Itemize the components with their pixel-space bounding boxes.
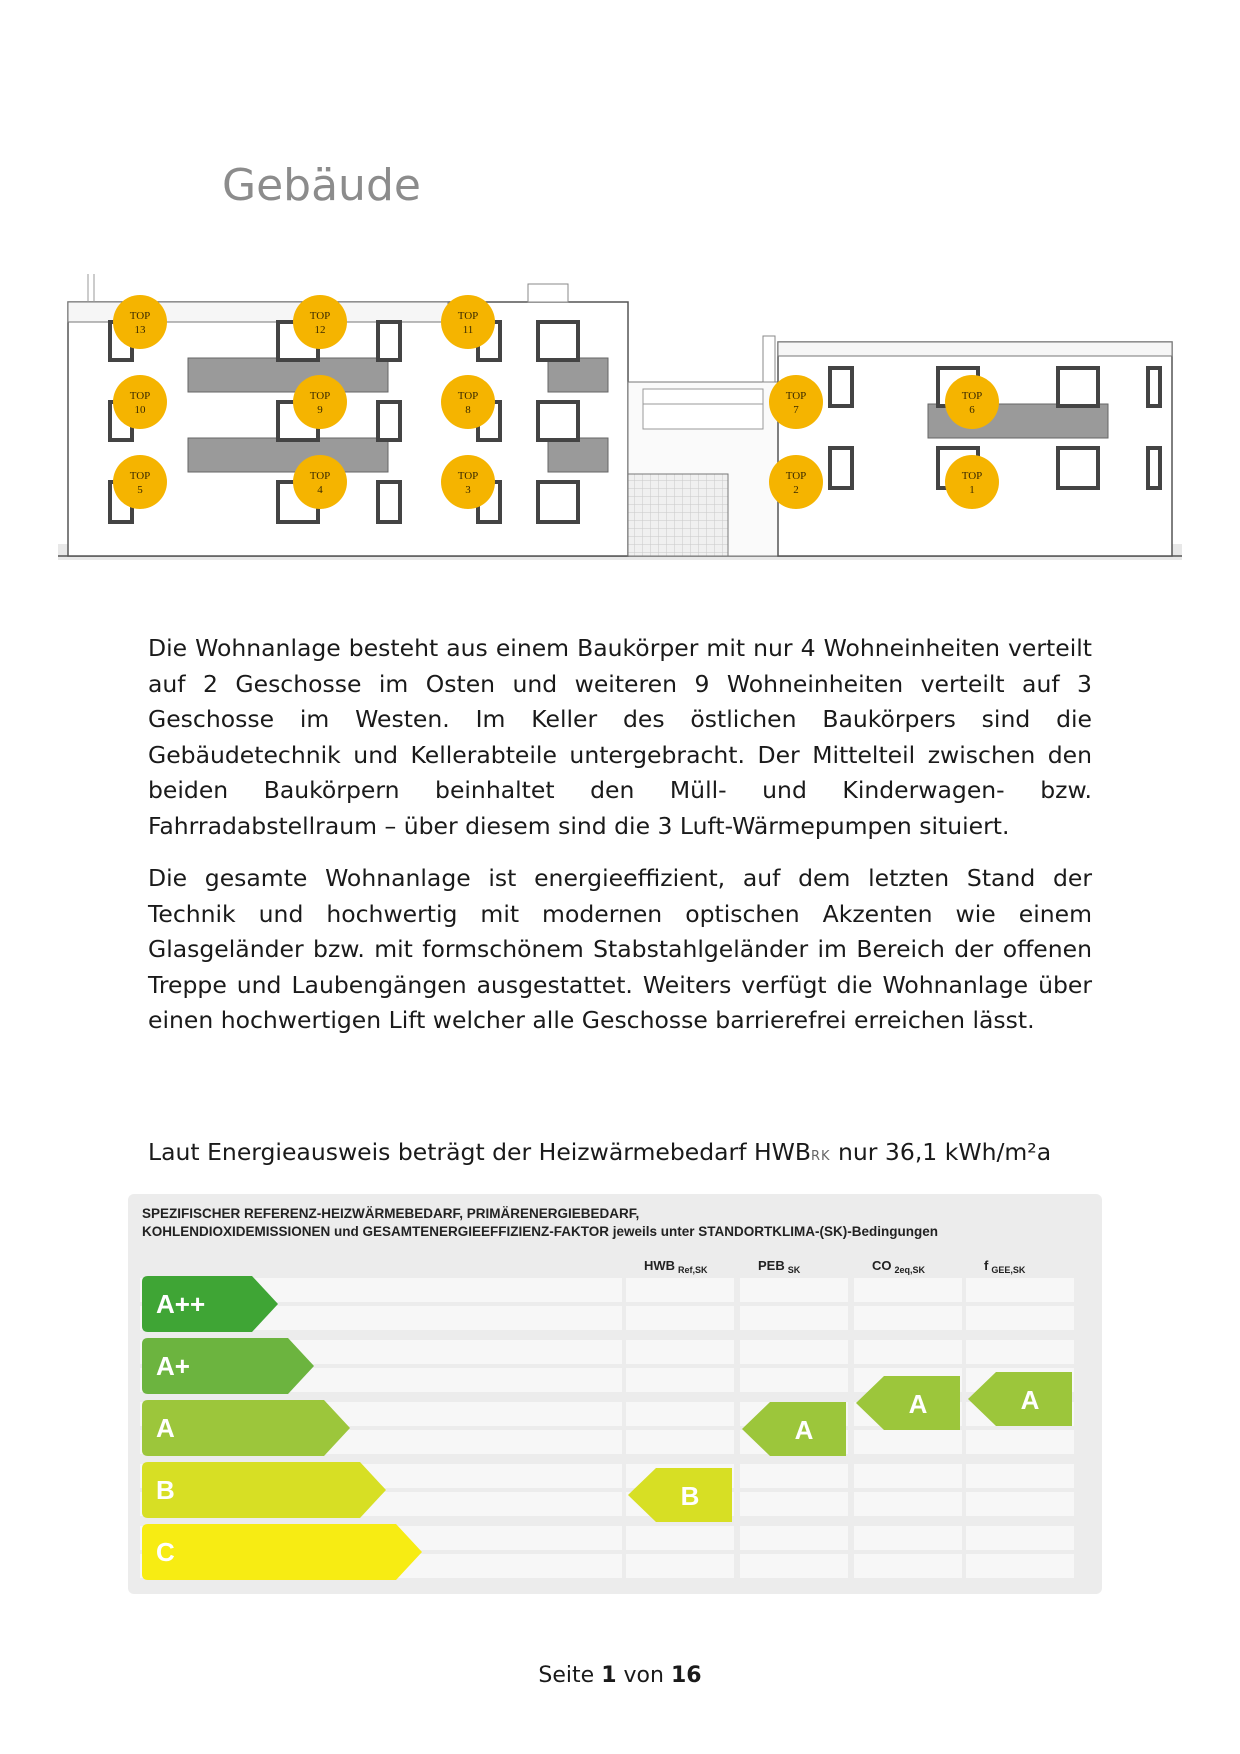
unit-marker-number: 8 xyxy=(465,404,471,416)
unit-marker-label: TOP xyxy=(961,470,983,482)
unit-marker-top-4 xyxy=(293,455,347,509)
unit-marker-top-7 xyxy=(769,375,823,429)
rating-arrow-label: A xyxy=(794,1415,814,1445)
column-header-main: HWB xyxy=(644,1258,676,1273)
energy-class-b xyxy=(142,1462,386,1518)
unit-marker-top-5 xyxy=(113,455,167,509)
hwb-prefix: Laut Energieausweis beträgt der Heizwärmebedarf HWB xyxy=(148,1138,811,1166)
rating-arrow-label: B xyxy=(680,1481,700,1511)
unit-marker-top-13 xyxy=(113,295,167,349)
energy-class-label: B xyxy=(156,1475,175,1505)
energy-class-c xyxy=(142,1524,422,1580)
footer-prefix: Seite xyxy=(538,1663,602,1688)
unit-marker-label: TOP xyxy=(309,310,331,322)
table-header-line-2: KOHLENDIOXIDEMISSIONEN und GESAMTENERGIEEFFIZIENZ-FAKTOR jeweils unter STANDORTKLIMA-(SK)-Bedingungen xyxy=(142,1224,939,1239)
page-title: Gebäude xyxy=(222,160,421,211)
energy-class-label: A xyxy=(156,1413,175,1443)
unit-marker-label: TOP xyxy=(961,390,983,402)
column-header-sub: 2eq,SK xyxy=(894,1265,926,1275)
table-header-line-1: SPEZIFISCHER REFERENZ-HEIZWÄRMEBEDARF, PRIMÄRENERGIEBEDARF, xyxy=(142,1206,640,1221)
column-header-main: f xyxy=(984,1258,989,1273)
unit-marker-label: TOP xyxy=(785,470,807,482)
unit-marker-number: 13 xyxy=(134,324,146,336)
unit-marker-number: 6 xyxy=(969,404,975,416)
unit-marker-label: TOP xyxy=(785,390,807,402)
hwb-suffix: nur 36,1 kWh/m²a xyxy=(830,1138,1052,1166)
unit-marker-top-8 xyxy=(441,375,495,429)
unit-marker-number: 2 xyxy=(793,484,799,496)
unit-marker-label: TOP xyxy=(309,470,331,482)
unit-marker-top-10 xyxy=(113,375,167,429)
description-paragraph-2: Die gesamte Wohnanlage ist energieeffizient, auf dem letzten Stand der Technik und hochwertig mit modernen optischen Akzenten wie einem Glasgeländer bzw. mit formschönem Stabstahlgeländer im Bereich der offenen Treppe und Laubengängen ausgestattet. Weiters verfügt die Wohnanlage über einen hochwertigen Lift welcher alle Geschosse barrierefrei erreichen lässt. xyxy=(148,864,1092,1034)
unit-marker-label: TOP xyxy=(309,390,331,402)
unit-marker-top-11 xyxy=(441,295,495,349)
hwb-subscript: RK xyxy=(810,1149,831,1164)
column-header-sub: GEE,SK xyxy=(991,1265,1026,1275)
unit-marker-number: 7 xyxy=(793,404,799,416)
rating-arrow-label: A xyxy=(908,1389,928,1419)
energy-class-aplus xyxy=(142,1338,314,1394)
unit-marker-label: TOP xyxy=(457,470,479,482)
energy-class-label: A+ xyxy=(156,1351,190,1381)
unit-marker-label: TOP xyxy=(129,470,151,482)
rating-arrow-label: A xyxy=(1020,1385,1040,1415)
unit-marker-number: 9 xyxy=(317,404,323,416)
column-header-sub: Ref,SK xyxy=(678,1265,708,1275)
unit-marker-label: TOP xyxy=(129,390,151,402)
footer-total-pages: 16 xyxy=(670,1663,702,1688)
description-paragraph-1: Die Wohnanlage besteht aus einem Baukörper mit nur 4 Wohneinheiten verteilt auf 2 Geschosse im Osten und weiteren 9 Wohneinheiten verteilt auf 3 Geschosse im Westen. Im Keller des östlichen Baukörpers sind die Gebäudetechnik und Kellerabteile untergebracht. Der Mittelteil zwischen den beiden Baukörpern beinhaltet den Müll- und Kinderwagen- bzw. Fahrradabstellraum – über diesem sind die 3 Luft-Wärmepumpen situiert. xyxy=(148,634,1092,840)
unit-marker-top-6 xyxy=(945,375,999,429)
unit-marker-number: 4 xyxy=(317,484,323,496)
footer-current-page: 1 xyxy=(601,1663,617,1688)
column-header-main: PEB xyxy=(758,1258,785,1273)
unit-marker-label: TOP xyxy=(457,390,479,402)
unit-marker-number: 12 xyxy=(314,324,326,336)
page-footer xyxy=(0,1663,1240,1688)
building-facade-illustration xyxy=(58,264,1182,560)
unit-marker-label: TOP xyxy=(129,310,151,322)
energy-class-label: A++ xyxy=(156,1289,206,1319)
unit-marker-number: 5 xyxy=(137,484,143,496)
energy-class-a xyxy=(142,1400,350,1456)
unit-marker-number: 1 xyxy=(969,484,975,496)
column-header-main: CO xyxy=(872,1258,892,1273)
column-header-sub: SK xyxy=(787,1265,801,1275)
unit-marker-number: 10 xyxy=(134,404,146,416)
unit-marker-number: 3 xyxy=(465,484,471,496)
unit-marker-top-1 xyxy=(945,455,999,509)
unit-marker-top-9 xyxy=(293,375,347,429)
unit-marker-top-12 xyxy=(293,295,347,349)
unit-marker-top-2 xyxy=(769,455,823,509)
unit-marker-top-3 xyxy=(441,455,495,509)
heating-demand-statement xyxy=(148,1134,1108,1175)
footer-middle: von xyxy=(616,1663,671,1688)
energy-class-aplusplus xyxy=(142,1276,278,1332)
unit-marker-label: TOP xyxy=(457,310,479,322)
energy-class-label: C xyxy=(156,1537,175,1567)
unit-marker-number: 11 xyxy=(462,324,474,336)
energy-certificate-table xyxy=(128,1194,1102,1594)
